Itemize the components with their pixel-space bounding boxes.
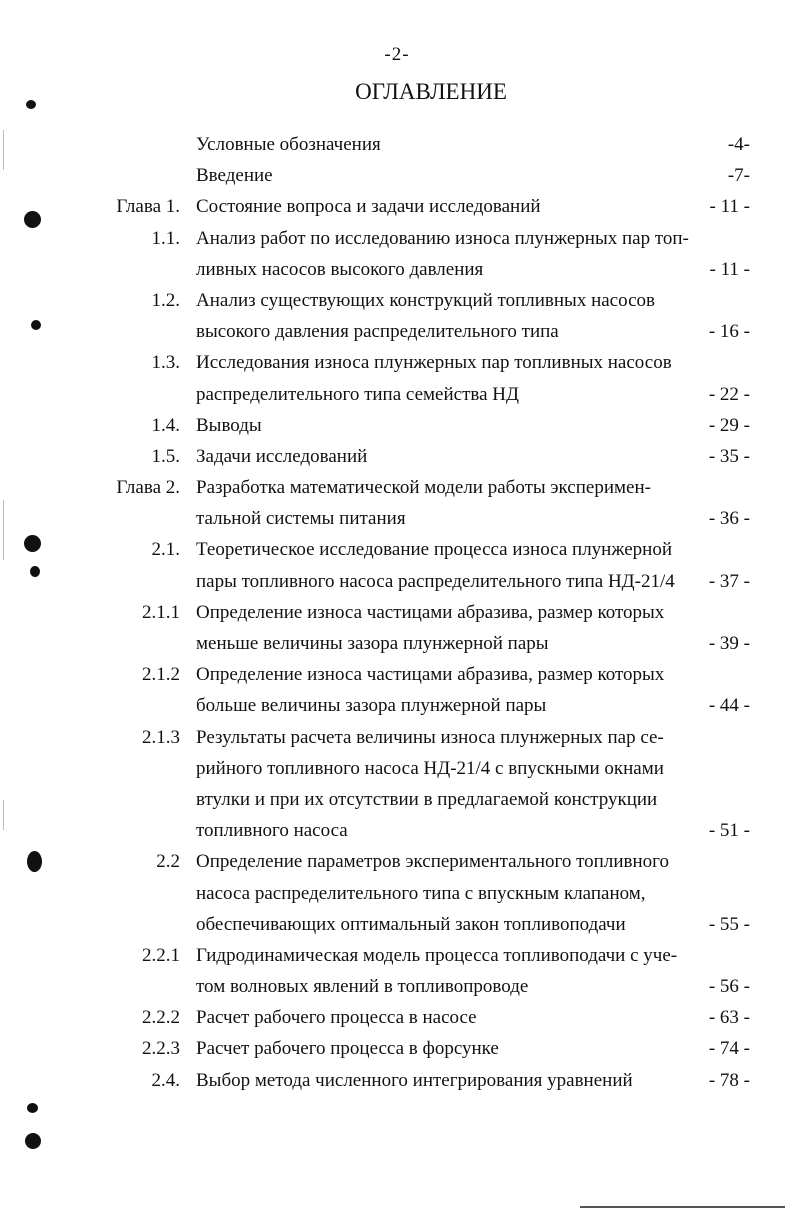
- page-title: ОГЛАВЛЕНИЕ: [355, 79, 507, 104]
- toc-entry-number: 2.2.3: [142, 1038, 180, 1060]
- toc-line: [0, 597, 794, 628]
- toc-line: [0, 784, 794, 815]
- toc-entry-number: 1.2.: [151, 289, 180, 311]
- toc-line: [0, 347, 794, 378]
- toc-page-number: - 29 -: [708, 414, 750, 436]
- toc-entry-title: Анализ работ по исследованию износа плунжерных пар топ-: [196, 227, 689, 249]
- toc-entry-number: 1.5.: [151, 445, 180, 467]
- toc-line: [0, 160, 794, 191]
- page-edge: [3, 800, 4, 830]
- toc-page-number: - 39 -: [708, 633, 750, 654]
- toc-line: [0, 878, 794, 909]
- toc-entry-title: Исследования износа плунжерных пар топливных насосов: [196, 352, 672, 374]
- toc-entry-title: Задачи исследований: [196, 445, 368, 467]
- toc-line: [0, 223, 794, 254]
- toc-line: [0, 379, 794, 410]
- toc-entry-title: Расчет рабочего процесса в насосе: [196, 1007, 477, 1029]
- toc-page-number: - 51 -: [708, 820, 750, 842]
- toc-entry-title: Результаты расчета величины износа плунжерных пар се-: [196, 726, 664, 748]
- toc-line: [0, 1002, 794, 1033]
- toc-entry-title: ливных насосов высокого давления: [196, 258, 484, 280]
- toc-entry-number: 2.1.2: [142, 664, 180, 686]
- toc-line: [0, 659, 794, 690]
- toc-line: [0, 1033, 794, 1064]
- toc-entry-title: Определение износа частицами абразива, размер которых: [196, 664, 665, 686]
- toc-page-number: - 11 -: [709, 196, 750, 218]
- toc-page-number: - 36 -: [708, 508, 750, 530]
- binder-hole: [24, 211, 41, 228]
- toc-entry-title: высокого давления распределительного типа: [196, 321, 559, 343]
- binder-mark: [27, 1103, 38, 1113]
- toc-line: [0, 129, 794, 160]
- table-of-contents: [0, 129, 794, 1096]
- toc-page-number: - 35 -: [708, 445, 750, 467]
- toc-line: [0, 940, 794, 971]
- toc-entry-title: обеспечивающих оптимальный закон топливоподачи: [196, 913, 626, 935]
- toc-entry-title: Разработка математической модели работы эксперимен-: [196, 477, 651, 499]
- toc-entry-title: рийного топливного насоса НД-21/4 с впускными окнами: [196, 757, 664, 779]
- toc-entry-title: пары топливного насоса распределительного типа НД-21/4: [196, 570, 675, 592]
- toc-line: [0, 285, 794, 316]
- toc-entry-number: Глава 2.: [116, 477, 180, 499]
- toc-line: [0, 846, 794, 877]
- toc-line: [0, 441, 794, 472]
- toc-entry-number: 2.4.: [151, 1069, 180, 1091]
- toc-line: [0, 472, 794, 503]
- toc-line: [0, 815, 794, 846]
- footer-line: [580, 1206, 785, 1208]
- toc-line: [0, 971, 794, 1002]
- toc-line: [0, 753, 794, 784]
- toc-line: [0, 254, 794, 285]
- toc-entry-title: Состояние вопроса и задачи исследований: [196, 196, 541, 218]
- binder-hole: [24, 535, 41, 552]
- toc-page-number: - 11 -: [709, 258, 750, 280]
- toc-entry-number: Глава 1.: [116, 196, 180, 218]
- toc-page-number: -4-: [727, 134, 750, 155]
- toc-line: [0, 410, 794, 441]
- toc-line: [0, 534, 794, 565]
- toc-entry-title: тальной системы питания: [196, 508, 406, 530]
- toc-line: [0, 503, 794, 534]
- toc-line: [0, 909, 794, 940]
- toc-page-number: - 63 -: [708, 1007, 750, 1029]
- toc-line: [0, 316, 794, 347]
- toc-page-number: - 55 -: [708, 913, 750, 935]
- toc-entry-number: 1.4.: [151, 414, 180, 436]
- toc-entry-title: меньше величины зазора плунжерной пары: [196, 633, 549, 654]
- toc-entry-title: Определение параметров экспериментального топливного: [196, 851, 669, 873]
- toc-line: [0, 1065, 794, 1096]
- toc-page-number: - 16 -: [708, 321, 750, 343]
- page-edge: [3, 500, 4, 560]
- toc-entry-title: насоса распределительного типа с впускным клапаном,: [196, 882, 646, 904]
- toc-page-number: - 44 -: [708, 695, 750, 717]
- toc-line: [0, 628, 794, 659]
- toc-entry-number: 2.1.3: [142, 726, 180, 748]
- toc-line: [0, 690, 794, 721]
- toc-page-number: - 37 -: [708, 570, 750, 592]
- toc-entry-title: топливного насоса: [196, 820, 348, 842]
- toc-entry-number: 1.1.: [151, 227, 180, 249]
- page-edge: [3, 130, 4, 170]
- toc-entry-title: том волновых явлений в топливопроводе: [196, 976, 529, 998]
- binder-mark: [31, 320, 41, 330]
- toc-page-number: - 56 -: [708, 976, 750, 998]
- toc-entry-title: Расчет рабочего процесса в форсунке: [196, 1038, 499, 1060]
- toc-entry-number: 2.2: [156, 851, 180, 873]
- toc-entry-title: Определение износа частицами абразива, размер которых: [196, 601, 665, 623]
- toc-page-number: - 78 -: [708, 1069, 750, 1091]
- toc-line: [0, 191, 794, 222]
- toc-entry-title: Теоретическое исследование процесса износа плунжерной: [196, 539, 672, 561]
- toc-entry-title: Выбор метода численного интегрирования уравнений: [196, 1069, 633, 1091]
- toc-entry-number: 2.2.1: [142, 944, 180, 966]
- toc-entry-title: Введение: [196, 165, 273, 187]
- binder-hole: [25, 1133, 41, 1149]
- binder-mark: [30, 566, 40, 577]
- toc-entry-number: 2.1.: [151, 539, 180, 561]
- binder-mark: [26, 100, 36, 109]
- toc-line: [0, 722, 794, 753]
- toc-line: [0, 566, 794, 597]
- binder-hole: [27, 851, 42, 872]
- toc-entry-title: втулки и при их отсутствии в предлагаемой конструкции: [196, 788, 658, 810]
- toc-entry-number: 2.1.1: [142, 601, 180, 623]
- toc-page-number: - 74 -: [708, 1038, 750, 1060]
- toc-entry-title: Выводы: [196, 414, 262, 436]
- toc-entry-title: Условные обозначения: [196, 134, 381, 155]
- toc-page-number: -7-: [727, 165, 750, 187]
- toc-entry-number: 2.2.2: [142, 1007, 180, 1029]
- toc-entry-title: Гидродинамическая модель процесса топливоподачи с уче-: [196, 944, 678, 966]
- page-number: -2-: [384, 44, 410, 65]
- toc-entry-title: больше величины зазора плунжерной пары: [196, 695, 547, 717]
- toc-entry-number: 1.3.: [151, 352, 180, 374]
- toc-entry-title: распределительного типа семейства НД: [196, 383, 519, 405]
- toc-entry-title: Анализ существующих конструкций топливных насосов: [196, 289, 655, 311]
- toc-page-number: - 22 -: [708, 383, 750, 405]
